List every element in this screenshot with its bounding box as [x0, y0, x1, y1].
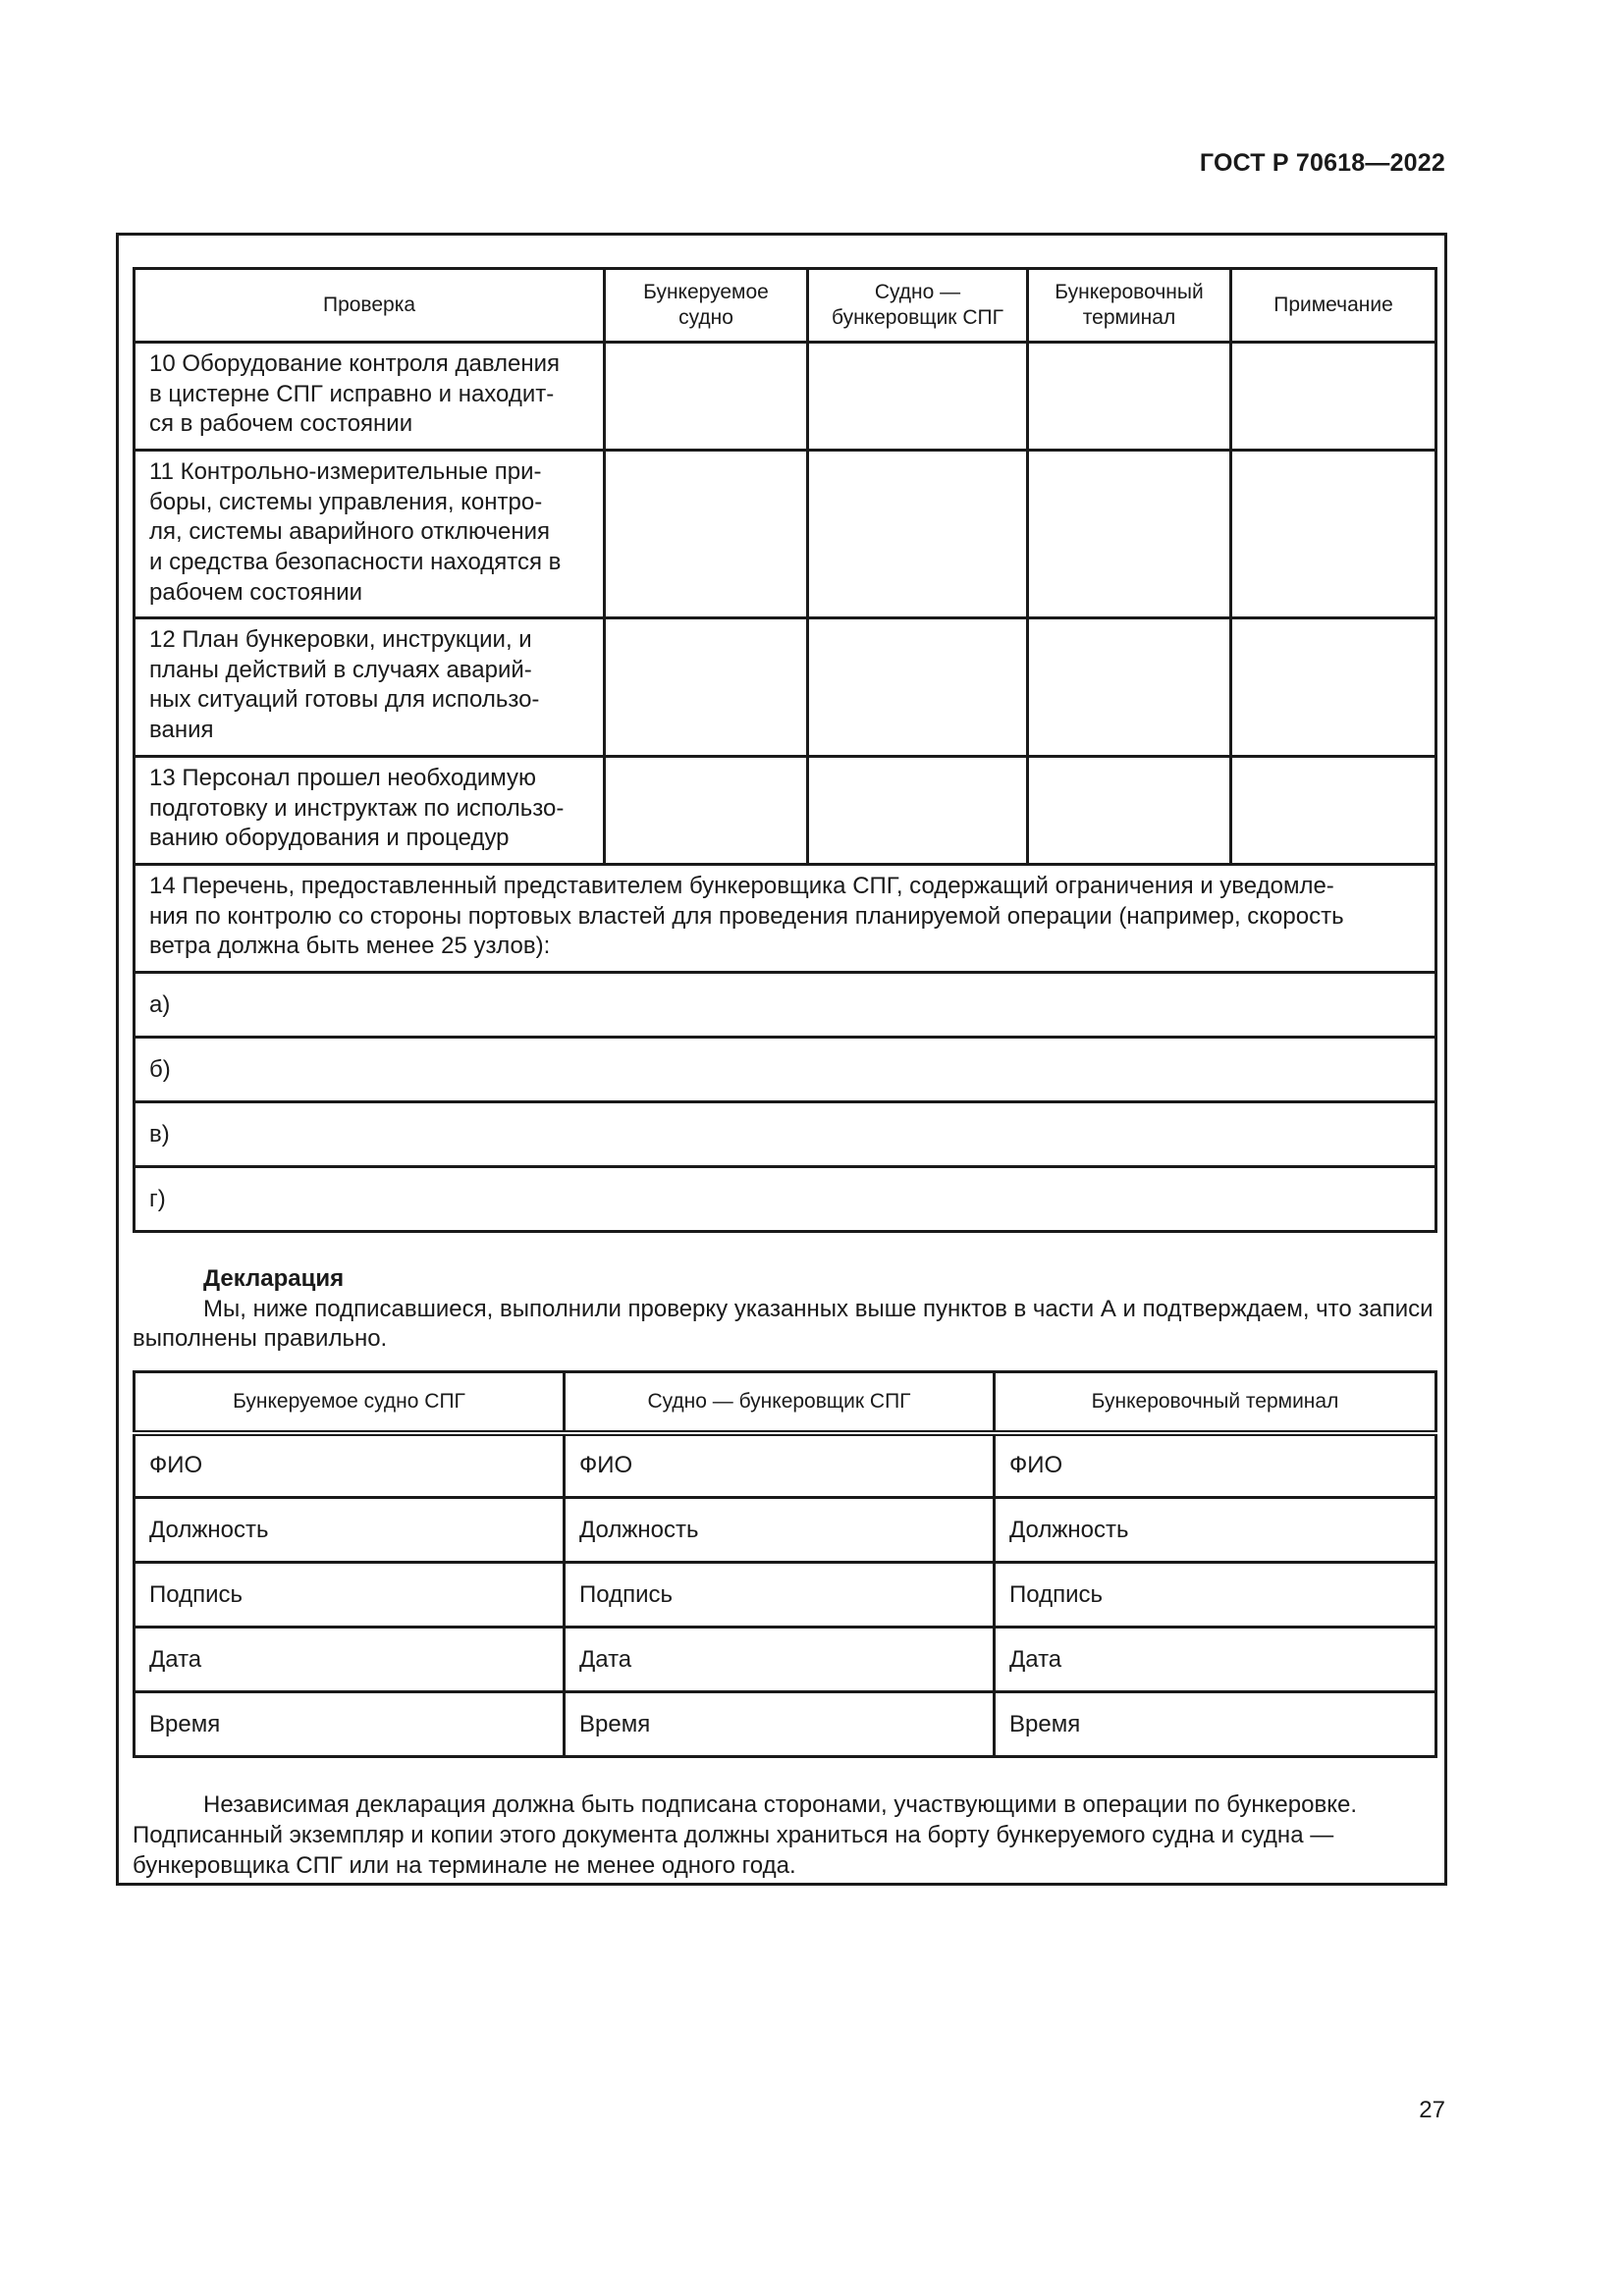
restriction-label: б)	[149, 1055, 171, 1083]
declaration-title: Декларация	[203, 1265, 345, 1292]
table-row	[135, 1167, 1436, 1232]
restriction-label: а)	[149, 990, 171, 1018]
col-header-check: Проверка	[135, 269, 605, 343]
position-field[interactable]: Должность	[565, 1498, 995, 1563]
check-cell-receiving-ship[interactable]	[605, 618, 808, 757]
check-cell-receiving-ship[interactable]	[605, 451, 808, 618]
table-row	[135, 1628, 1436, 1692]
check-cell-note[interactable]	[1231, 451, 1436, 618]
check-cell-terminal[interactable]	[1028, 757, 1231, 865]
table-row	[135, 1433, 1436, 1498]
table-row	[135, 1563, 1436, 1628]
form-frame	[116, 233, 1447, 1886]
check-item-13: 13 Персонал прошел необходимую подготовку и инструктаж по использо- ванию оборудования и процедур	[135, 757, 605, 865]
restriction-label: в)	[149, 1120, 170, 1148]
declaration-text: Мы, ниже подписавшиеся, выполнили проверку указанных выше пунктов в части А и подтверждаем, что записи выполнены правильно.	[133, 1295, 1434, 1353]
col-header-bunker-vessel: Судно — бункеровщик СПГ	[808, 269, 1028, 343]
signature-field[interactable]: Подпись	[135, 1563, 565, 1628]
signature-field[interactable]: Подпись	[565, 1563, 995, 1628]
col-header-note: Примечание	[1231, 269, 1436, 343]
checklist-table	[133, 267, 1437, 1233]
name-field[interactable]: ФИО	[565, 1433, 995, 1498]
table-row	[135, 343, 1436, 451]
restriction-line-b[interactable]	[135, 1038, 1436, 1102]
col-header-bunker-vessel: Судно — бункеровщик СПГ	[565, 1372, 995, 1433]
check-cell-terminal[interactable]	[1028, 343, 1231, 451]
restriction-line-a[interactable]	[135, 973, 1436, 1038]
time-field[interactable]: Время	[565, 1692, 995, 1757]
col-header-terminal: Бункеровочный терминал	[1028, 269, 1231, 343]
check-cell-receiving-ship[interactable]	[605, 343, 808, 451]
checklist-header-row	[135, 269, 1436, 343]
table-row	[135, 1498, 1436, 1563]
signature-header-row	[135, 1372, 1436, 1433]
time-field[interactable]: Время	[995, 1692, 1436, 1757]
table-row	[135, 757, 1436, 865]
signature-table	[133, 1370, 1437, 1758]
restriction-line-c[interactable]	[135, 1102, 1436, 1167]
check-cell-note[interactable]	[1231, 757, 1436, 865]
col-header-receiving-ship: Бункеруемое судно СПГ	[135, 1372, 565, 1433]
date-field[interactable]: Дата	[565, 1628, 995, 1692]
time-field[interactable]: Время	[135, 1692, 565, 1757]
signature-field[interactable]: Подпись	[995, 1563, 1436, 1628]
check-cell-receiving-ship[interactable]	[605, 757, 808, 865]
independent-declaration-note: Независимая декларация должна быть подписана сторонами, участвующими в операции по бункеровке. Подписанный экземпляр и копии этого документа должны храниться на борту бункеруемого судна и судна — бункеровщика СПГ или на терминале не менее одного года.	[133, 1791, 1357, 1880]
check-cell-bunker-vessel[interactable]	[808, 451, 1028, 618]
restriction-label: г)	[149, 1185, 166, 1212]
check-cell-terminal[interactable]	[1028, 451, 1231, 618]
check-cell-note[interactable]	[1231, 618, 1436, 757]
table-row	[135, 451, 1436, 618]
table-row	[135, 618, 1436, 757]
check-item-12: 12 План бункеровки, инструкции, и планы действий в случаях аварий- ных ситуаций готовы для использо- вания	[135, 618, 605, 757]
check-cell-note[interactable]	[1231, 343, 1436, 451]
page-number: 27	[1419, 2097, 1445, 2123]
name-field[interactable]: ФИО	[995, 1433, 1436, 1498]
table-row	[135, 1102, 1436, 1167]
restriction-line-d[interactable]	[135, 1167, 1436, 1232]
document-code: ГОСТ Р 70618—2022	[1199, 149, 1445, 177]
check-cell-terminal[interactable]	[1028, 618, 1231, 757]
check-cell-bunker-vessel[interactable]	[808, 618, 1028, 757]
position-field[interactable]: Должность	[995, 1498, 1436, 1563]
check-item-10: 10 Оборудование контроля давления в цистерне СПГ исправно и находит- ся в рабочем состоянии	[135, 343, 605, 451]
col-header-terminal: Бункеровочный терминал	[995, 1372, 1436, 1433]
table-row	[135, 1692, 1436, 1757]
table-row	[135, 973, 1436, 1038]
check-cell-bunker-vessel[interactable]	[808, 343, 1028, 451]
table-row	[135, 1038, 1436, 1102]
check-item-11: 11 Контрольно-измерительные при- боры, системы управления, контро- ля, системы аварийного отключения и средства безопасности находятся в рабочем состоянии	[135, 451, 605, 618]
name-field[interactable]: ФИО	[135, 1433, 565, 1498]
date-field[interactable]: Дата	[135, 1628, 565, 1692]
position-field[interactable]: Должность	[135, 1498, 565, 1563]
declaration-block	[133, 1264, 1435, 1355]
check-item-14: 14 Перечень, предоставленный представителем бункеровщика СПГ, содержащий ограничения и уведомле- ния по контролю со стороны портовых властей для проведения планируемой операции (например, скорость ветра должна быть менее 25 узлов):	[135, 865, 1436, 973]
col-header-receiving-ship: Бункеруемое судно	[605, 269, 808, 343]
check-cell-bunker-vessel[interactable]	[808, 757, 1028, 865]
table-row	[135, 865, 1436, 973]
date-field[interactable]: Дата	[995, 1628, 1436, 1692]
